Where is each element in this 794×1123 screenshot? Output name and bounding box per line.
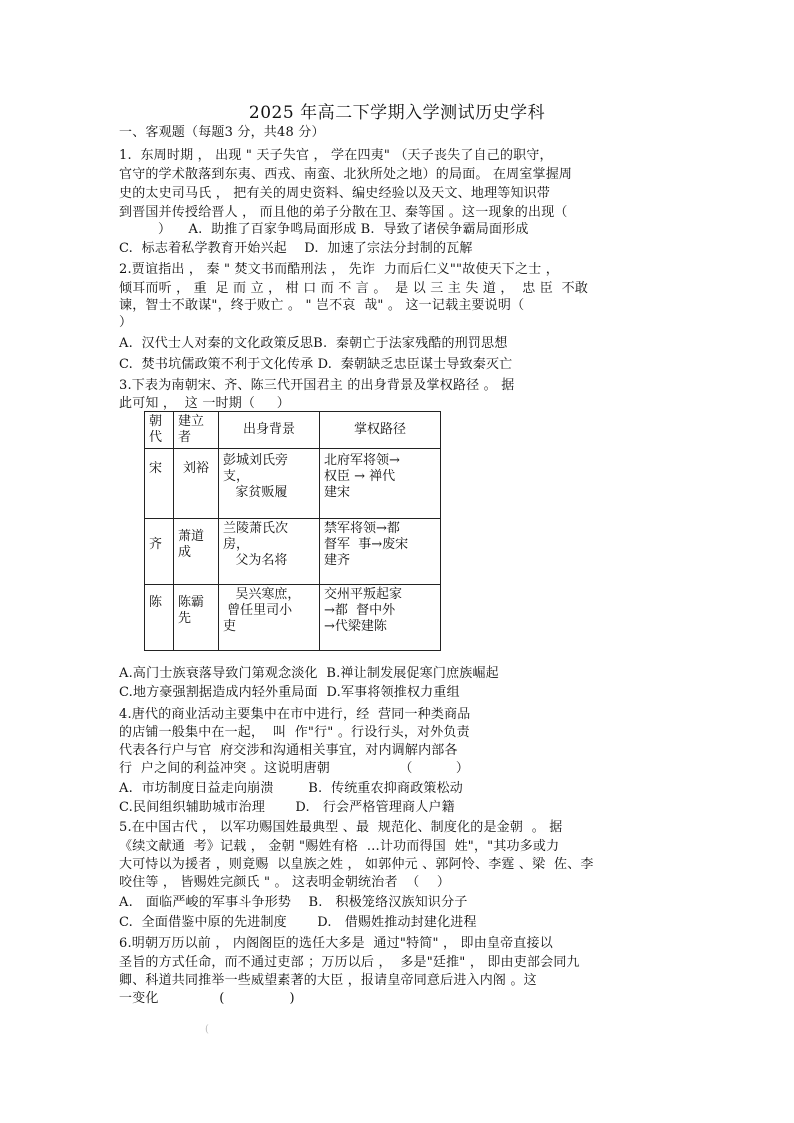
table-header-cell bbox=[320, 412, 441, 449]
founder-cell: 陈霸先 bbox=[174, 585, 219, 651]
header-founder: 建立者 bbox=[178, 414, 205, 445]
table-row bbox=[145, 519, 441, 585]
header-path: 掌权路径 bbox=[353, 422, 406, 437]
header-background: 出身背景 bbox=[242, 422, 295, 437]
dynasty-cell: 陈 bbox=[145, 585, 174, 651]
section-heading: 一、客观题（每题3 分，共48 分） bbox=[119, 125, 325, 140]
q6-line: 一变化 ( ) bbox=[119, 991, 295, 1006]
q5-options: C. 全面借鉴中原的先进制度 D. 借赐姓推动封建化进程 bbox=[119, 915, 477, 930]
table-header-cell bbox=[174, 412, 219, 449]
q1-line: 官守的学术散落到东夷、西戎、南蛮、北狄所处之地）的局面。 在周室掌握周 bbox=[119, 167, 573, 182]
founder-cell: 刘裕 bbox=[174, 449, 219, 519]
path-text: 督军 事→废宋 bbox=[324, 537, 409, 552]
q4-line: 的店铺一般集中在一起， 叫 作"行" 。行设行头，对外负责 bbox=[119, 725, 470, 740]
path-text: 建齐 bbox=[324, 553, 351, 568]
table-header-row bbox=[145, 412, 441, 449]
path-cell bbox=[320, 519, 441, 585]
q1-line: 史的太史司马氏 ， 把有关的周史资料、编史经验以及天文、地理等知识带 bbox=[119, 186, 551, 201]
q5-line: 咬住等 ， 皆赐姓完颜氏 " 。 这表明金朝统治者 （ ） bbox=[119, 875, 451, 890]
q3-line: 此可知 ， 这 一时期（ ） bbox=[119, 396, 290, 411]
q6-line: 6.明朝万历以前 ， 内阁阁臣的选任大多是 通过"特简" ， 即由皇帝直接以 bbox=[119, 936, 553, 951]
q6-line: 圣旨的方式任命，而不通过吏部 ；万历以后 ， 多是"廷推" ， 即由吏部会同九 bbox=[119, 955, 580, 970]
table-row bbox=[145, 585, 441, 651]
q1-line: 1. 东周时期 ， 出现 " 天子失官 ， 学在四夷" （天子丧失了自己的职守， bbox=[119, 148, 553, 163]
q3-line: 3.下表为南朝宋、齐、陈三代开国君主 的出身背景及掌权路径 。 据 bbox=[119, 378, 515, 393]
founder-cell: 萧道成 bbox=[174, 519, 219, 585]
dynasty-cell: 宋 bbox=[145, 449, 174, 519]
q1-options: C. 标志着私学教育开始兴起 D. 加速了宗法分封制的瓦解 bbox=[119, 241, 473, 256]
background-cell bbox=[219, 585, 320, 651]
background-text: 曾任里司小 bbox=[223, 603, 293, 618]
background-text: 吏 bbox=[223, 619, 237, 634]
q1-options: ） A. 助推了百家争鸣局面形成 B. 导致了诸侯争霸局面形成 bbox=[119, 222, 529, 237]
background-text: 家贫贩履 bbox=[223, 485, 288, 500]
path-text: →都 督中外 bbox=[324, 603, 396, 618]
path-text: 北府军将领→ bbox=[324, 453, 400, 468]
q2-options: A. 汉代士人对秦的文化政策反思B. 秦朝亡于法家残酷的刑罚思想 bbox=[119, 336, 508, 351]
background-cell bbox=[219, 519, 320, 585]
q2-line: 谏，智士不敢谋"，终于败亡 。 " 岂不哀 哉" 。 这一记载主要说明（ bbox=[119, 298, 525, 313]
path-text: 禁军将领→都 bbox=[324, 521, 400, 536]
q4-line: 代表各行户与官 府交涉和沟通相关事宜，对内调解内部各 bbox=[119, 743, 458, 758]
background-cell bbox=[219, 449, 320, 519]
q2-options: C. 焚书坑儒政策不利于文化传承 D. 秦朝缺乏忠臣谋士导致秦灭亡 bbox=[119, 357, 513, 372]
q5-line: 5.在中国古代 ， 以军功赐国姓最典型 、最 规范化、制度化的是金朝 。 据 bbox=[119, 820, 563, 835]
q5-options: A. 面临严峻的军事斗争形势 B. 积极笼络汉族知识分子 bbox=[119, 895, 468, 910]
background-text: 支， bbox=[223, 469, 250, 484]
page-title: 2025 年高二下学期入学测试历史学科 bbox=[248, 103, 546, 123]
q5-line: 《续文献通 考》记载 ， 金朝 "赐姓有格 …计功而得国 姓"，"其功多或力 bbox=[119, 839, 560, 854]
dynasty-cell: 齐 bbox=[145, 519, 174, 585]
table-header-cell bbox=[145, 412, 174, 449]
table-row bbox=[145, 449, 441, 519]
q3-options: C.地方豪强割据造成内轻外重局面 D.军事将领推权力重组 bbox=[119, 685, 460, 700]
q4-line: 行 户之间的利益冲突 。这说明唐朝 （ ） bbox=[119, 761, 470, 776]
q4-options: A. 市坊制度日益走向崩溃 B. 传统重农抑商政策松动 bbox=[119, 781, 463, 796]
header-dynasty: 朝代 bbox=[149, 414, 163, 445]
path-text: 交州平叛起家 bbox=[324, 587, 403, 602]
q2-line: 2.贾谊指出 ， 秦 " 焚文书而酷刑法 ， 先诈 力而后仁义""故使天下之士 ， bbox=[119, 262, 559, 277]
path-text: →代梁建陈 bbox=[324, 619, 387, 634]
q6-line: 卿、科道共同推举一些威望素著的大臣 ，报请皇帝同意后进入内阁 。这 bbox=[119, 973, 537, 988]
dynasty-table bbox=[144, 411, 441, 651]
background-text: 兰陵萧氏次 bbox=[223, 521, 289, 536]
q5-line: 大可恃以为援者 ，则竟赐 以皇族之姓 ， 如郭仲元 、郭阿怜、李霆 、梁 佐、李 bbox=[119, 857, 594, 872]
faint-mark: ( bbox=[205, 1024, 209, 1035]
q4-options: C.民间组织辅助城市治理 D. 行会严格管理商人户籍 bbox=[119, 800, 455, 815]
background-text: 房， bbox=[223, 537, 250, 552]
q2-line: 倾耳而听 ， 重 足 而 立 ， 柑 口 而 不 言 。 是 以 三 主 失 道 ， 忠 臣 不敢 bbox=[119, 281, 589, 296]
q1-line: 到晋国并传授给晋人 ， 而且他的弟子分散在卫、秦等国 。这一现象的出现（ bbox=[119, 205, 568, 220]
table-header-cell bbox=[219, 412, 320, 449]
path-text: 建宋 bbox=[324, 485, 351, 500]
background-text: 吴兴寒庶， bbox=[223, 587, 301, 602]
path-cell bbox=[320, 585, 441, 651]
q2-line: ） bbox=[119, 315, 133, 330]
background-text: 彭城刘氏旁 bbox=[223, 453, 289, 468]
background-text: 父为名将 bbox=[223, 553, 288, 568]
path-cell bbox=[320, 449, 441, 519]
path-text: 权臣 → 禅代 bbox=[324, 469, 396, 484]
q3-options: A.高门士族衰落导致门第观念淡化 B.禅让制发展促寒门庶族崛起 bbox=[119, 666, 499, 681]
q4-line: 4.唐代的商业活动主要集中在市中进行，经 营同一种类商品 bbox=[119, 707, 471, 722]
